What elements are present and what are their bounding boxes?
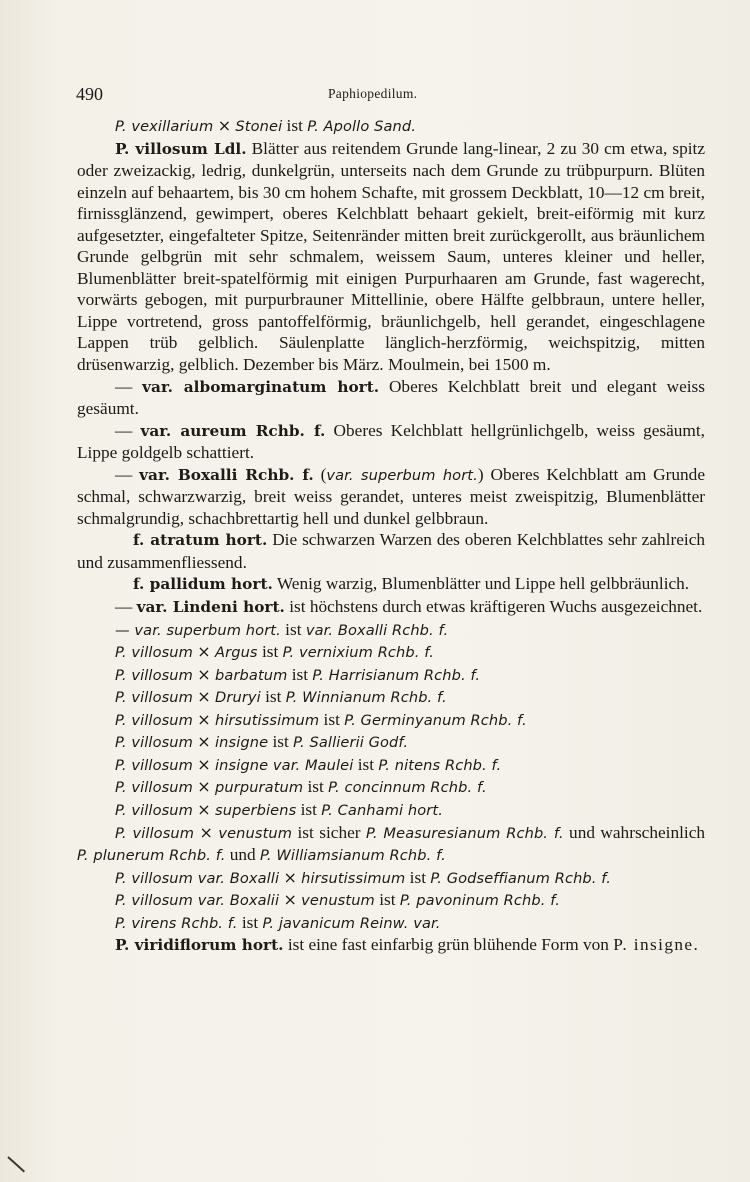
hybrid-name: P. Williamsianum Rchb. f. [260,847,446,865]
form-entry [77,529,705,573]
cross-sign: × [197,799,211,819]
cross-sign: × [217,116,232,135]
hybrid-name: P. Godseffianum Rchb. f. [430,869,611,887]
species-name: purpuratum [215,779,304,797]
hybrid-name: P. pavoninum Rchb. f. [399,892,560,910]
running-head: Paphiopedilum. [328,86,418,101]
species-name: superbiens [215,801,297,819]
species-name: Stonei [235,118,283,135]
cross-sign: × [197,732,211,752]
cross-sign: × [197,709,211,729]
hybrid-line [77,776,705,799]
species-name: venustum [301,892,375,910]
hybrid-name: P. concinnum Rchb. f. [328,779,487,797]
variety-name: — var. superbum hort. [115,621,281,639]
species-name: P. vexillarium [115,118,214,135]
hybrid-line [77,822,705,867]
hybrid-line [77,799,705,822]
hybrid-list [77,641,705,821]
hybrid-name: P. Sallierii Godf. [293,734,409,752]
form-entry [77,573,705,596]
cross-sign: × [197,687,211,707]
cross-sign: × [283,890,297,910]
dash: — [115,376,143,396]
description-text: Blätter aus reitendem Grunde lang-linear, 2 zu 30 cm etwa, spitz oder zweizackig, ledrig, dunkelgrün, unterseits nach dem Grunde zu trübpurpurn. Blüten einzeln auf behaartem, bis 30 cm hohem Schafte, mit grossem Deckblatt, 10—12 cm breit, firnissglänzend, gewimpert, oberes Kelchblatt behaart gekielt, breit-eiförmig mit kurz aufgesetzter, eingefalteter Spitze, Seitenränder mitten breit zurückgerollt, aus bräunlichem Grunde gelbgrün mit sehr schmalem, weissem Saum, unteres kleiner und heller, Blumenblätter breit-spatelförmig mit einigen Purpurhaaren am Grunde, fast wagerecht, vorwärts gebogen, mit purpurbrauner Mittellinie, obere Hälfte gelbbraun, untere heller, Lippe vortretend, gross pantoffelförmig, bräunlichgelb, hell gerandet, eingeschlagene Lappen trüb gelblich. Säulenplatte länglich-herzförmig, weichspitzig, mitten drüsenwarzig, gelblich. Dezember bis März. Moulmein, bei 1500 m. [77,138,706,375]
hybrid-line [77,641,705,664]
hybrid-line [77,889,705,912]
paren: ) [477,464,484,484]
species-name: P. villosum [115,824,195,842]
hybrid-name: P. vernixium Rchb. f. [282,644,434,662]
page-header [76,84,705,108]
connector-text: ist [257,642,283,662]
variety-heading: var. albomarginatum hort. [142,377,380,396]
species-name: Argus [215,644,258,662]
page-number: 490 [76,84,103,104]
hybrid-name: P. Germinyanum Rchb. f. [344,711,527,729]
connector-text: ist [282,116,308,135]
species-name: barbatum [215,666,288,684]
description-text: Wenig warzig, Blumenblätter und Lippe hell gelbbräunlich. [272,574,690,594]
paren: ( [313,464,327,484]
connector-text: ist [287,664,313,684]
cross-sign: × [197,664,211,684]
species-name: P. villosum [115,801,193,819]
species-name: P. villosum var. Boxalii [115,892,280,910]
hybrid-name: P. Canhami hort. [321,801,443,819]
species-name: P. villosum [115,756,193,774]
hybrid-line [77,115,705,138]
connector-text: ist [353,754,379,774]
variety-heading: var. aureum Rchb. f. [140,421,326,440]
species-name: P. insigne. [613,935,700,955]
hybrid-line [77,664,705,687]
species-name: venustum [218,824,293,842]
form-heading: f. atratum hort. [133,531,268,550]
connector-text: ist [374,890,400,910]
hybrid-name: P. nitens Rchb. f. [378,756,502,774]
connector-text: ist [319,709,345,729]
dash: — [115,420,141,440]
connector-text: ist [280,619,306,639]
variety-heading: var. Lindeni hort. [136,598,285,617]
hybrid-line [77,754,705,777]
species-name: P. villosum [115,711,193,729]
cross-sign: × [199,822,213,842]
species-name: insigne var. Maulei [215,756,354,774]
species-name: hirsutissimum [301,869,406,887]
dash: — [115,597,137,617]
margin-pencil-mark [7,1156,25,1172]
description-text: Oberes Kelchblatt am Grunde schmal, schwarzwarzig, breit weiss gerandet, unteres meist zweispitzig, Blumenblätter schmalgrundig, schachbrettartig hell und dunkel gelbbraun. [77,464,705,528]
connector-text: ist [296,799,322,819]
hybrid-name: P. plunerum Rchb. f. [77,847,226,865]
species-description [77,934,705,957]
species-name: insigne [215,734,269,752]
species-name: P. villosum [115,644,193,662]
species-name: P. villosum [115,689,193,707]
variety-entry [77,376,705,420]
hybrid-line [77,686,705,709]
cross-sign: × [197,777,211,797]
hybrid-name: P. Harrisianum Rchb. f. [312,666,481,684]
species-description [77,138,705,376]
species-name: hirsutissimum [215,711,320,729]
hybrid-name: P. Apollo Sand. [307,118,416,135]
species-heading: P. villosum Ldl. [115,139,247,158]
synonym: var. superbum hort. [326,466,478,484]
main-text [77,115,705,957]
dash: — [115,464,140,484]
hybrid-name: P. Winnianum Rchb. f. [285,689,447,707]
hybrid-name: P. Measuresianum Rchb. f. [365,824,564,842]
species-name: P. villosum var. Boxalli [115,869,280,887]
connector-text: ist [260,687,286,707]
connector-text: ist [268,732,294,752]
connector-text: ist [303,777,329,797]
species-name: P. villosum [115,779,193,797]
species-name: P. villosum [115,734,193,752]
connector-text: und [225,845,261,865]
synonym-line [77,912,705,935]
description-text: ist eine fast einfarbig grün blühende Form von [283,935,614,955]
species-name: Druryi [215,689,261,707]
connector-text: ist sicher [292,822,366,842]
hybrid-line [77,731,705,754]
cross-sign: × [283,867,297,887]
synonym-line [77,619,705,642]
species-name: P. javanicum Reinw. var. [262,914,441,932]
connector-text: und wahrscheinlich [563,822,706,842]
description-text: ist höchstens durch etwas kräftigeren Wuchs ausgezeichnet. [284,597,703,617]
cross-sign: × [197,754,211,774]
connector-text: ist [237,912,263,932]
hybrid-line [77,709,705,732]
variety-name: var. Boxalli Rchb. f. [305,621,449,639]
species-heading: P. viridiflorum hort. [115,936,284,955]
description-text: Oberes Kelchblatt hellgrünlichgelb, weiss gesäumt, Lippe goldgelb schattiert. [77,420,705,463]
connector-text: ist [405,867,431,887]
variety-entry [77,420,705,464]
species-name: P. virens Rchb. f. [115,914,238,932]
form-heading: f. pallidum hort. [133,575,273,594]
variety-entry [77,596,705,619]
variety-entry [77,464,705,530]
hybrid-line [77,867,705,890]
description-text: Oberes Kelchblatt breit und elegant weiss gesäumt. [77,376,706,419]
species-name: P. villosum [115,666,193,684]
description-text: Die schwarzen Warzen des oberen Kelchblattes sehr zahlreich und zusammenfliessend. [77,530,706,572]
variety-heading: var. Boxalli Rchb. f. [139,465,314,484]
cross-sign: × [197,642,211,662]
